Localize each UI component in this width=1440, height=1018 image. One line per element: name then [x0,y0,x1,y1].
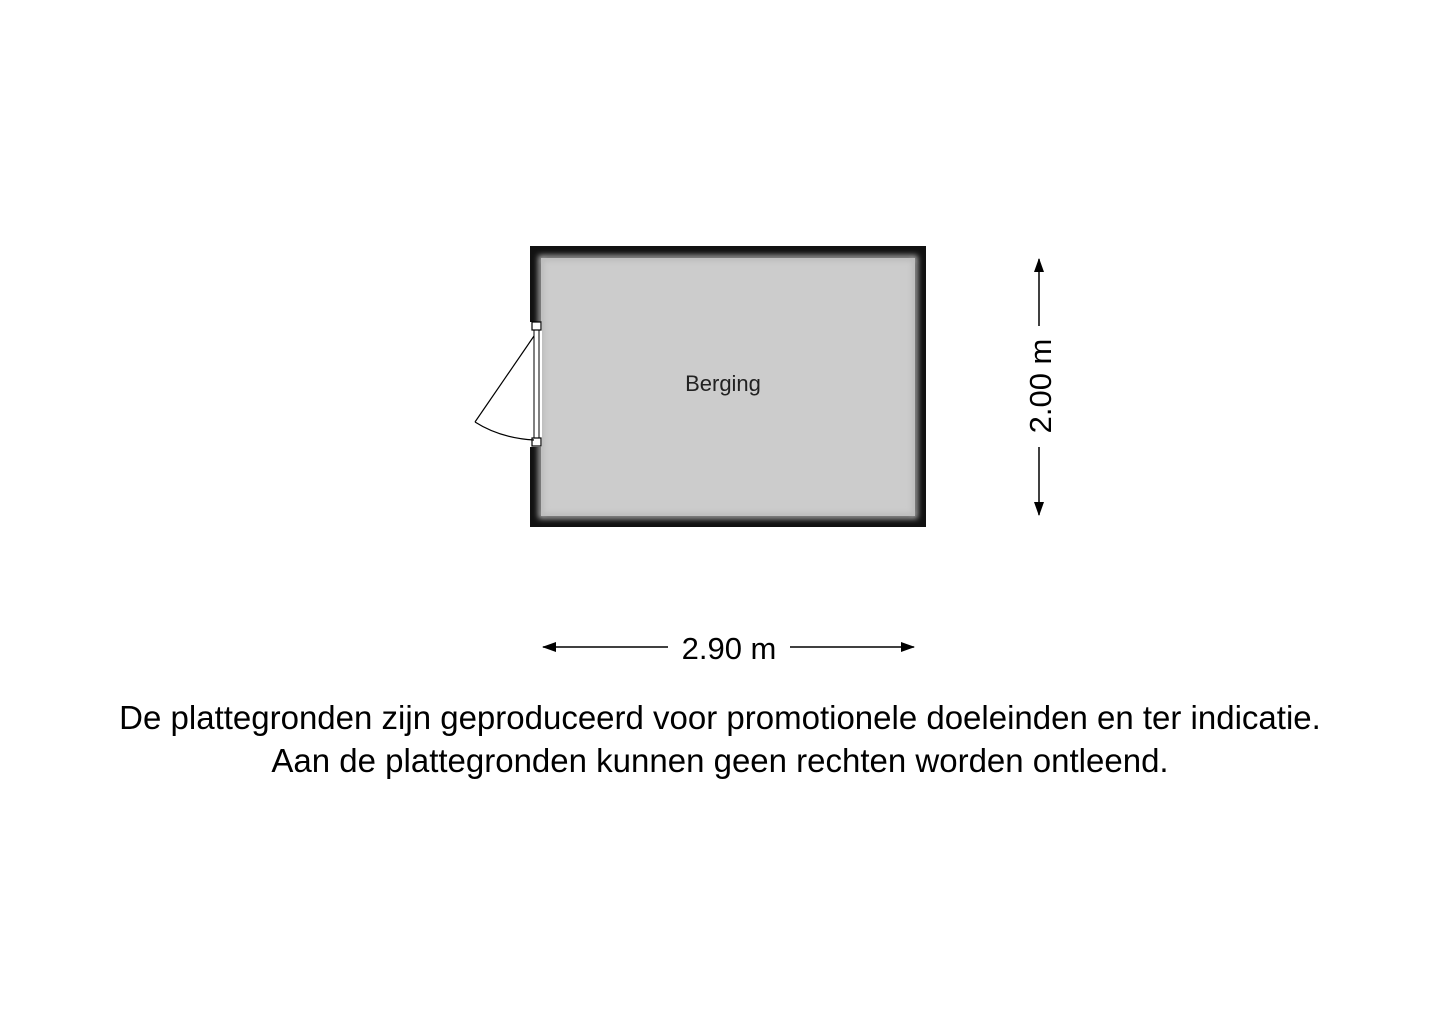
disclaimer-line-1: De plattegronden zijn geproduceerd voor promotionele doeleinden en ter indicatie. [119,699,1321,736]
door-leaf [475,336,534,422]
door-swing-arc [475,422,534,440]
door-jamb-top [532,322,541,330]
room-label: Berging [685,371,761,396]
door [475,322,542,447]
door-jamb-bottom [532,438,541,446]
width-label: 2.90 m [681,631,777,666]
height-label: 2.00 m [1023,338,1058,434]
disclaimer-line-2: Aan de plattegronden kunnen geen rechten worden ontleend. [271,742,1169,779]
width-dimension [543,631,914,666]
height-dimension [1023,259,1058,515]
